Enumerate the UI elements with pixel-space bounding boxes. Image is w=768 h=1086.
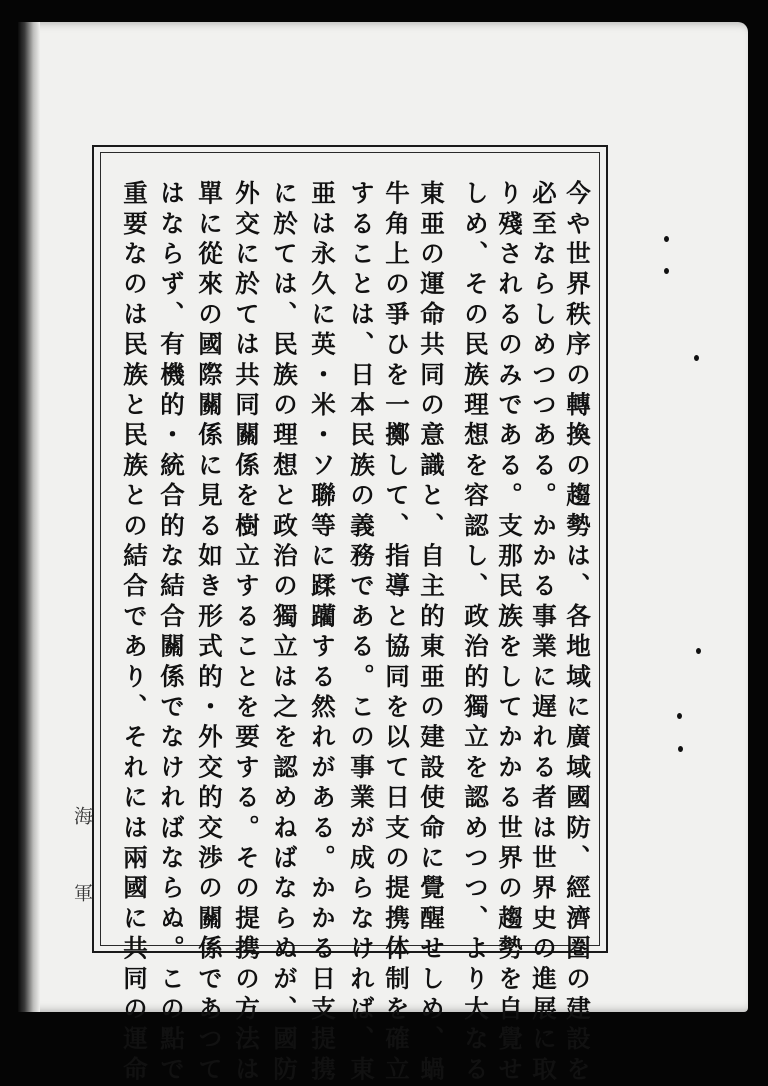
text-column-13: 重要なのは民族と民族との結合であり、それには兩國に共同の運命 [120, 180, 149, 1086]
page-blemish [677, 713, 682, 719]
page-blemish [678, 746, 683, 752]
text-column-1: 今や世界秩序の轉換の趨勢は、各地域に廣域國防、經濟圏の建設を [563, 180, 592, 1086]
book-spine-shadow [18, 22, 40, 1012]
text-column-11: 單に從來の國際關係に見る如き形式的・外交的交渉の關係であつて [195, 180, 224, 1086]
text-column-5: 東亜の運命共同の意識と、自主的東亜の建設使命に覺醒せしめ、蝸 [417, 180, 446, 1086]
page-blemish [696, 648, 701, 654]
page-blemish [664, 236, 669, 242]
text-column-2: 必至ならしめつつある。かかる事業に遅れる者は世界史の進展に取 [529, 180, 558, 1086]
page-blemish [664, 268, 669, 274]
page-blemish [694, 355, 699, 361]
text-column-8: 亜は永久に英・米・ソ聯等に蹂躪する然れがある。かかる日支提携 [308, 180, 337, 1086]
text-column-10: 外交に於ては共同關係を樹立することを要する。その提携の方法は [232, 180, 261, 1086]
margin-label: 海軍 [71, 806, 93, 960]
text-column-4: しめ、その民族理想を容認し、政治的獨立を認めつつ、より大なる [461, 180, 490, 1086]
text-column-12: はならず、有機的・統合的な結合關係でなければならぬ。この點で [157, 180, 186, 1086]
text-column-6: 牛角上の爭ひを一擲して、指導と協同を以て日支の提携体制を確立 [382, 180, 411, 1086]
text-column-7: することは、日本民族の義務である。この事業が成らなければ、東 [347, 180, 376, 1086]
text-column-9: に於ては、民族の理想と政治の獨立は之を認めねばならぬが、國防 [270, 180, 299, 1086]
text-column-3: り殘されるのみである。支那民族をしてかかる世界の趨勢を自覺せ [495, 180, 524, 1086]
